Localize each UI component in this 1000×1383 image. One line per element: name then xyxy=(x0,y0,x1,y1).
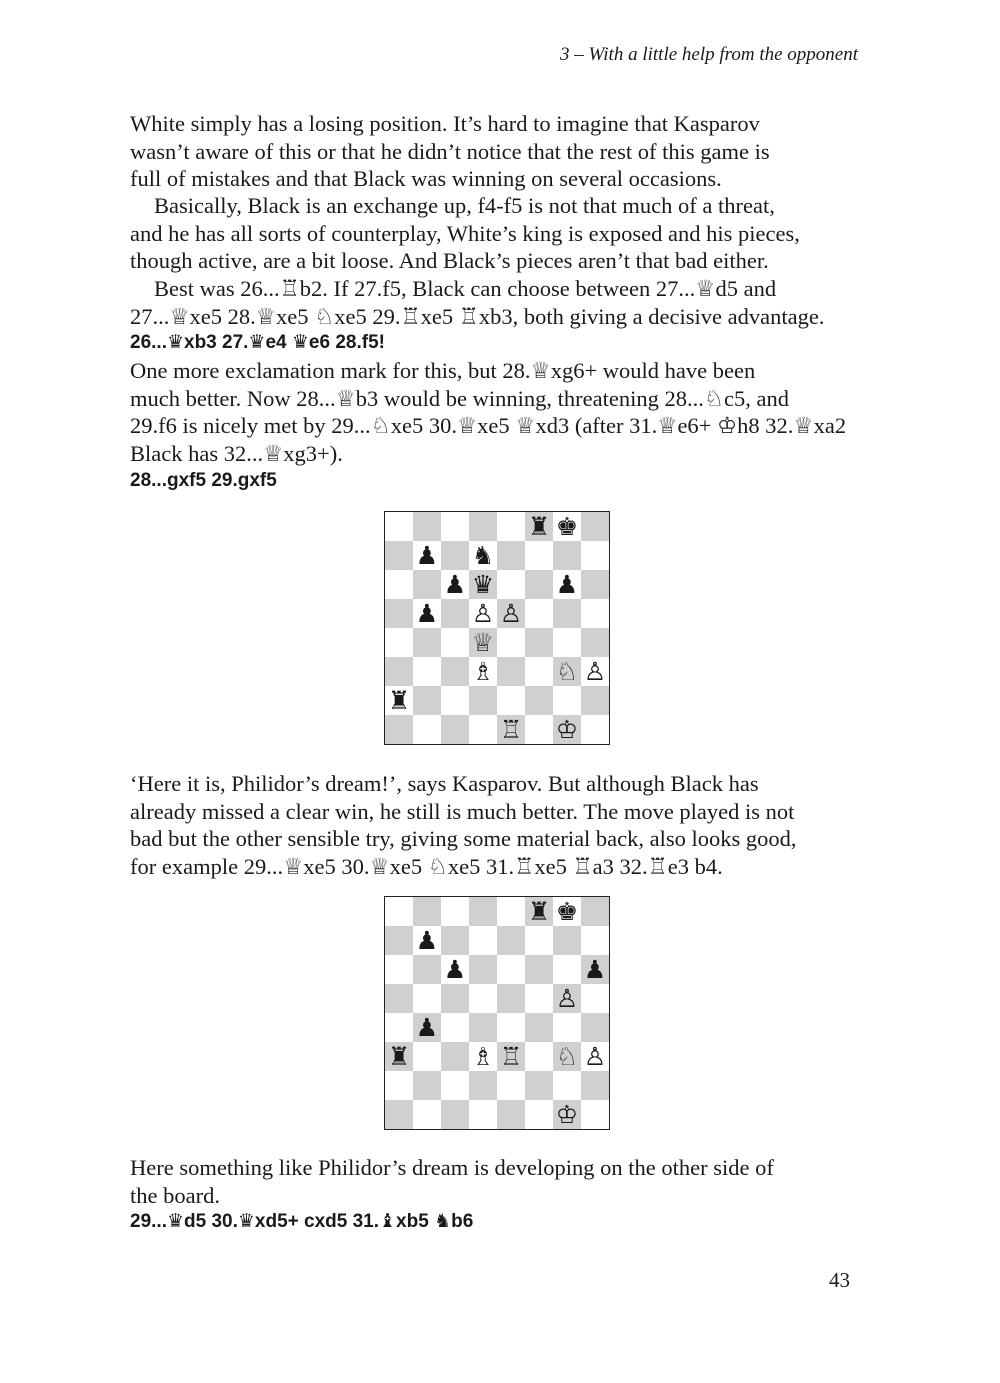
board-square xyxy=(581,984,609,1013)
text-line: much better. Now 28...♕b3 would be winning, threatening 28...♘c5, and xyxy=(130,385,789,411)
paragraph-2 xyxy=(130,192,870,275)
board-square xyxy=(497,1100,525,1129)
board-square xyxy=(469,955,497,984)
page-number: 43 xyxy=(829,1268,850,1292)
text-line: and he has all sorts of counterplay, White’s king is exposed and his pieces, xyxy=(130,220,800,246)
board-square xyxy=(581,599,609,628)
board-square xyxy=(497,984,525,1013)
board-square xyxy=(385,512,413,541)
white-rook-icon: ♖ xyxy=(499,715,523,744)
text-line: Best was 26...♖b2. If 27.f5, Black can choose between 27...♕d5 and xyxy=(154,276,777,301)
board-square xyxy=(385,715,413,744)
board-square xyxy=(385,1013,413,1042)
board-square xyxy=(525,1100,553,1129)
text-line: Black has 32...♕xg3+). xyxy=(130,440,343,466)
white-queen-icon: ♕ xyxy=(471,628,495,657)
board-square xyxy=(413,657,441,686)
board-square xyxy=(441,897,469,926)
text-line: 27...♕xe5 28.♕xe5 ♘xe5 29.♖xe5 ♖xb3, both giving a decisive advantage. xyxy=(130,303,825,329)
black-king-icon: ♚ xyxy=(555,512,579,541)
text-line: 29.f6 is nicely met by 29...♘xe5 30.♕xe5 ♕xd3 (after 31.♕e6+ ♔h8 32.♕xa2 xyxy=(130,413,847,438)
board-square xyxy=(469,570,497,599)
white-bishop-icon: ♗ xyxy=(471,657,495,686)
chess-diagram-1 xyxy=(384,511,610,745)
board-square xyxy=(525,926,553,955)
black-pawn-icon: ♟ xyxy=(443,570,467,599)
board-square xyxy=(413,897,441,926)
board-square xyxy=(553,1100,581,1129)
board-square xyxy=(553,570,581,599)
white-pawn-icon: ♙ xyxy=(499,599,523,628)
black-pawn-icon: ♟ xyxy=(415,1013,439,1042)
board-square xyxy=(497,512,525,541)
paragraph-6 xyxy=(130,1154,870,1209)
board-square xyxy=(497,926,525,955)
board-square xyxy=(441,1013,469,1042)
board-square xyxy=(553,628,581,657)
board-square xyxy=(581,1013,609,1042)
black-rook-icon: ♜ xyxy=(527,897,551,926)
board-square xyxy=(581,570,609,599)
black-rook-icon: ♜ xyxy=(387,1042,411,1071)
board-square xyxy=(553,512,581,541)
white-king-icon: ♔ xyxy=(555,1100,579,1129)
board-square xyxy=(525,657,553,686)
board-square xyxy=(413,599,441,628)
move-line-3: 29...♛d5 30.♛xd5+ cxd5 31.♝xb5 ♞b6 xyxy=(130,1211,474,1232)
board-square xyxy=(525,984,553,1013)
text-line: ‘Here it is, Philidor’s dream!’, says Kasparov. But although Black has xyxy=(130,771,759,796)
board-square xyxy=(581,926,609,955)
board-square xyxy=(553,955,581,984)
running-head: 3 – With a little help from the opponent xyxy=(560,44,858,65)
board-square xyxy=(525,1071,553,1100)
board-square xyxy=(413,715,441,744)
board-square xyxy=(581,657,609,686)
board-square xyxy=(413,686,441,715)
board-square xyxy=(385,570,413,599)
text-line: full of mistakes and that Black was winning on several occasions. xyxy=(130,166,722,191)
board-square xyxy=(469,1100,497,1129)
board-square xyxy=(581,686,609,715)
board-square xyxy=(553,926,581,955)
board-square xyxy=(581,1100,609,1129)
board-square xyxy=(469,897,497,926)
board-square xyxy=(413,1042,441,1071)
board-square xyxy=(413,512,441,541)
board-square xyxy=(469,715,497,744)
board-square xyxy=(441,926,469,955)
board-square xyxy=(497,657,525,686)
board-square xyxy=(525,897,553,926)
black-pawn-icon: ♟ xyxy=(443,955,467,984)
board-square xyxy=(413,955,441,984)
board-square xyxy=(441,955,469,984)
text-line: though active, are a bit loose. And Black’s pieces aren’t that bad either. xyxy=(130,248,769,273)
board-square xyxy=(385,541,413,570)
board-square xyxy=(497,715,525,744)
board-square xyxy=(385,599,413,628)
board-square xyxy=(581,897,609,926)
board-square xyxy=(553,657,581,686)
board-square xyxy=(413,1013,441,1042)
board-square xyxy=(553,686,581,715)
black-pawn-icon: ♟ xyxy=(555,570,579,599)
board-square xyxy=(553,715,581,744)
board-square xyxy=(525,512,553,541)
board-square xyxy=(385,1100,413,1129)
board-square xyxy=(469,628,497,657)
board-square xyxy=(413,628,441,657)
white-bishop-icon: ♗ xyxy=(471,1042,495,1071)
board-square xyxy=(469,686,497,715)
board-square xyxy=(385,686,413,715)
white-knight-icon: ♘ xyxy=(555,657,579,686)
board-square xyxy=(385,897,413,926)
black-king-icon: ♚ xyxy=(555,897,579,926)
board-square xyxy=(581,541,609,570)
board-square xyxy=(553,541,581,570)
board-square xyxy=(497,570,525,599)
board-square xyxy=(553,897,581,926)
board-square xyxy=(497,541,525,570)
board-square xyxy=(469,599,497,628)
board-square xyxy=(385,657,413,686)
white-pawn-icon: ♙ xyxy=(583,1042,607,1071)
black-rook-icon: ♜ xyxy=(527,512,551,541)
board-square xyxy=(497,897,525,926)
board-square xyxy=(413,926,441,955)
board-square xyxy=(469,1042,497,1071)
text-line: One more exclamation mark for this, but 28.♕xg6+ would have been xyxy=(130,358,756,383)
board-square xyxy=(525,955,553,984)
board-square xyxy=(385,628,413,657)
black-rook-icon: ♜ xyxy=(387,686,411,715)
board-square xyxy=(441,1071,469,1100)
black-pawn-icon: ♟ xyxy=(415,541,439,570)
board-square xyxy=(469,512,497,541)
board-square xyxy=(497,686,525,715)
white-king-icon: ♔ xyxy=(555,715,579,744)
board-square xyxy=(553,599,581,628)
board-square xyxy=(385,926,413,955)
board-square xyxy=(441,599,469,628)
board-square xyxy=(525,715,553,744)
board-square xyxy=(553,1071,581,1100)
board-square xyxy=(469,926,497,955)
board-square xyxy=(413,984,441,1013)
board-square xyxy=(441,686,469,715)
board-square xyxy=(525,570,553,599)
board-square xyxy=(525,1042,553,1071)
black-pawn-icon: ♟ xyxy=(415,926,439,955)
board-square xyxy=(441,541,469,570)
black-queen-icon: ♛ xyxy=(471,570,495,599)
board-square xyxy=(413,1100,441,1129)
board-square xyxy=(441,628,469,657)
board-square xyxy=(385,984,413,1013)
white-pawn-icon: ♙ xyxy=(471,599,495,628)
board-square xyxy=(469,657,497,686)
board-square xyxy=(581,955,609,984)
board-square xyxy=(385,1071,413,1100)
board-square xyxy=(525,541,553,570)
board-square xyxy=(581,1071,609,1100)
paragraph-3 xyxy=(130,275,870,330)
board-square xyxy=(497,1042,525,1071)
chess-diagram-2 xyxy=(384,896,610,1130)
white-rook-icon: ♖ xyxy=(499,1042,523,1071)
text-line: White simply has a losing position. It’s hard to imagine that Kasparov xyxy=(130,111,760,136)
board-square xyxy=(469,1013,497,1042)
board-square xyxy=(469,1071,497,1100)
board-square xyxy=(441,715,469,744)
board-square xyxy=(581,715,609,744)
board-square xyxy=(385,1042,413,1071)
board-square xyxy=(497,628,525,657)
black-pawn-icon: ♟ xyxy=(583,955,607,984)
text-line: for example 29...♕xe5 30.♕xe5 ♘xe5 31.♖xe5 ♖a3 32.♖e3 b4. xyxy=(130,853,723,879)
move-line-2: 28...gxf5 29.gxf5 xyxy=(130,470,277,491)
board-square xyxy=(441,1042,469,1071)
board-square xyxy=(553,984,581,1013)
text-line: bad but the other sensible try, giving some material back, also looks good, xyxy=(130,826,797,851)
move-line-1: 26...♛xb3 27.♛e4 ♛e6 28.f5! xyxy=(130,332,385,353)
board-square xyxy=(497,1071,525,1100)
text-line: the board. xyxy=(130,1182,220,1208)
board-square xyxy=(385,955,413,984)
black-knight-icon: ♞ xyxy=(471,541,495,570)
text-line: Here something like Philidor’s dream is developing on the other side of xyxy=(130,1155,774,1180)
black-pawn-icon: ♟ xyxy=(415,599,439,628)
board-square xyxy=(413,570,441,599)
board-square xyxy=(525,686,553,715)
board-square xyxy=(553,1013,581,1042)
board-square xyxy=(441,984,469,1013)
text-line: already missed a clear win, he still is much better. The move played is not xyxy=(130,798,795,824)
board-square xyxy=(441,512,469,541)
white-pawn-icon: ♙ xyxy=(583,657,607,686)
paragraph-5 xyxy=(130,770,870,880)
board-square xyxy=(581,1042,609,1071)
text-line: Basically, Black is an exchange up, f4-f5 is not that much of a threat, xyxy=(154,193,775,218)
board-square xyxy=(469,984,497,1013)
white-pawn-icon: ♙ xyxy=(555,984,579,1013)
paragraph-4 xyxy=(130,357,870,467)
board-square xyxy=(469,541,497,570)
board-square xyxy=(441,570,469,599)
board-square xyxy=(497,599,525,628)
board-square xyxy=(441,657,469,686)
board-square xyxy=(553,1042,581,1071)
board-square xyxy=(441,1100,469,1129)
board-square xyxy=(525,628,553,657)
board-square xyxy=(497,1013,525,1042)
paragraph-1 xyxy=(130,110,870,193)
board-square xyxy=(413,541,441,570)
white-knight-icon: ♘ xyxy=(555,1042,579,1071)
board-square xyxy=(581,628,609,657)
board-square xyxy=(497,955,525,984)
text-line: wasn’t aware of this or that he didn’t notice that the rest of this game is xyxy=(130,138,770,164)
board-square xyxy=(525,1013,553,1042)
board-square xyxy=(581,512,609,541)
board-square xyxy=(525,599,553,628)
board-square xyxy=(413,1071,441,1100)
